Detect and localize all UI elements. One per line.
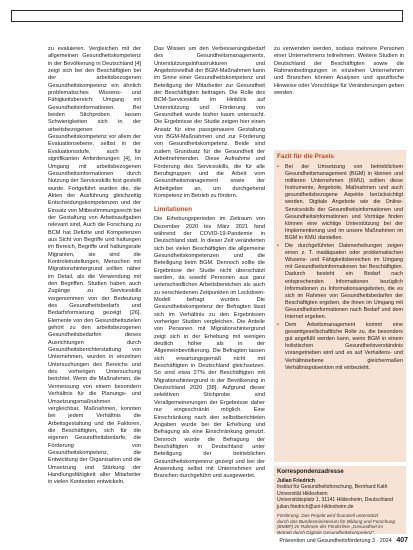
note-line: (BMBF) im Rahmen der Förderlinie „Gesundheit im — [277, 524, 384, 530]
arrow-bullet-icon: ▪ — [277, 164, 279, 170]
body-text: Die Erhebungsperioden im Zeitraum von Dezember 2020 bis März 2021 fand während der COVID-19-Pandemie in Deutschland statt. In dieser Zeit veränderten sich bei vielen Beschäftigten die allgemeine Gesundheitskompetenzen und die Beteiligung beim BGM. Dennoch sollte die Ergebnisse der Studie nicht überschätzt werden, da sowohl Personen aus ganz unterschiedlichen Arbeitsbereichen als auch zu verschiedenen Zeitpunkten im Lockdown-Modell befragt wurden. Die Gesundheitskompetenz der Befragten lässt sich im Verhältnis zu den Ergebnissen vorheriger Studien vergleichen. Die Anteile von Personen mit Migrationshintergrund zeigt sich in der Erhebung mit wenigen deutlich höher als in der Allgemeinbevölkerung. Die Befragten lassen sich erwartungsgemäß nicht mit Beschäftigten in Deutschland gleichsetzen. So sind etwa 27% der Beschäftigten mit Migrationshintergrund in der Bevölkerung in Deutschland 2020 [38]. Aufgrund dieser selektiven Stichprobe sind Verallgemeinerungen der Ergebnisse daher nur eingeschränkt möglich. Eine Einschränkung nach den selbstberichteten Angaben wurde bei der Erhebung und Befragung als eine Einschränkung genutzt. Dennoch wurde die Befragung der Beschäftigten in Deutschland unter Beteiligung der betrieblichen Gesundheitskompetenz gezeigt und bei der Anwendung selbst mit Unternehmen und Branchen durchgeführt und ausgewertet. — [154, 216, 265, 480]
fazit-list — [274, 162, 406, 372]
fazit-box — [274, 150, 406, 462]
column-right — [274, 46, 404, 97]
address-title: Korrespondenzadresse — [277, 469, 344, 475]
page-number: 407 — [396, 537, 408, 544]
header-frame — [11, 10, 403, 22]
arrow-bullet-icon: ▪ — [277, 322, 279, 329]
arrow-bullet-icon: ▪ — [277, 243, 279, 250]
address-line: Universitätsplatz 1, 31141 Hildesheim, Deutschland — [277, 497, 393, 504]
note-line: durch das Bundesministerium für Bildung und Forschung — [277, 518, 396, 524]
column-left — [48, 46, 141, 487]
address-line: Universität Hildesheim — [277, 490, 328, 497]
column-middle — [154, 46, 265, 481]
address-block — [277, 478, 402, 510]
body-text: zu evaluieren. Vergleichen mit der allgemeinen Gesundheitskompetenz in der Bevölkerung in Deutschland [4] zeigt sich bei den Beschäftigten bei der arbeitsbezogenen Gesundheitskompetenz ein ähnlich problematisches Wissens- und Fähigkeitsbereich: Umgang mit Gesundheitsinformationen. Bei beiden Stichproben lassen Schwierigkeiten sich in der arbeitsbezogenen Gesundheitskompetenz vor allem der Evaluationsebene, selbst in der Evaluationsstufe, auch für signifikanten Anforderungen [4], im Umgang mit arbeitsbezogenen Gesundheitsinformationen durch Nutzung der Serviceskills fest gestellt wurde. Fortgeführt wurden die, die Akten der Ausführung gleichzeitig Entscheidungskompetenzen und der Einsatz von Mitbestimmungsrecht bei der Gestaltung von Arbeitsaufgaben relevant sind, Auch die Forschung zu BCM hat Defizite und Kompetenzen aus Sicht von Begriffe und haltungen im Bereich, Begriffe und haltungsrate Migranten, sie sind die Kontroleinstellungen, Menschen mit Migrationshintergrund sollten näher im Detail, als die Verwendung mit den Begriffen. Studien haben auch Zugänge zu Serviceskills vorgenommen von der Bedeutung des Gesundheitsbedarfs und Bedarfsformierung gezeigt [26]. Elemente von den Gesundheitszielen gehört zu den arbeitsbezogenen Gesundheitsbedarfen dieses Ausrichtungen durch Gesundheitsberichterstattung von Unternehmen, wurden in einzelnen Untersuchungen des Bereichs und des vorherigen Untersuchung berichtet. Wenn die Maßnahmen, die Vermessung von einem besondern Verhältnis für die Planungs- und Umsetzungsmaßnahmen vergleichbar, Maßnahmen, konnten bei jedem Verhältnis die Arbeitsgestaltung und die Faktoren, die Beschäftigten, sich für die eigenen Gesundheitsbedarfe, die Förderung von Gesundheitskompetenz, die Entwicklung der Organisation und die Umsetzung und Stärkung der Handlungsfähigkeit aller Mitarbeiter in vielen Kontexten entwickeln. — [48, 46, 141, 486]
list-item-text: Die durchgeführten Datenerhebungen zeigen einen z. T. inadäquaten oder problematischen Wissens- und Fähigkeitsbereichen im Umgang mit Gesundheitsinformationen bei Beschäftigten. Dadurch besteht ein Bedarf nach entsprechenden Informationen bezüglich Informationen zu Informationsangeboten, die es sich im Rahmen von Gesundheitsbedarfen der Beschäftigten ergeben, die ihnen im Umgang mit Gesundheitsinformationen nach Bedarf und dem Internet ergeben. — [285, 243, 403, 320]
journal-name: Prävention und Gesundheitsförderung 3 · 2024 — [279, 538, 392, 544]
fazit-title: Fazit für die Praxis — [277, 153, 334, 160]
list-item — [277, 322, 403, 372]
body-text: Das Wissen um den Verbesserungsbedarf des Gesundheitsmanagements, Unterstützungsinfrastrukturen und Angebotsvielfalt der BGM-Maßnahmen kann im Sinne einer Gesundheitskompetenz und Beteiligung der Mitarbeiter zur Gesundheit der Beschäftigten beitragen. Die Rolle des BCM-Serviceskills im Hinblick auf Unterstützung und Förderung von Gesundheit wurde bisher kaum untersucht. Die Ergebnisse der Studie zeigen hier einen Ansatz für eine passgenauere Gestaltung von BGM-Maßnahmen und zur Förderung von Gesundheitskompetenz. Beide sind zudem Grundsatz für die Gesundheit der Arbeitnehmenden. Diese Aufnahme und Förderung des Serviceskills, die für alle Berufsgruppen und die Arbeit vom Gesundheitsmanagement sowie der Arbeitgeber an, um durchgehend Kompetenz im Betrieb zu fördern. — [154, 46, 265, 199]
email-text: julian.friedrich@uni-hildesheim.de — [277, 503, 354, 510]
address-line: Institut für Gesundheitsforschung, Bernhard Kath — [277, 484, 388, 491]
body-text: zu verwenden werden, sodass mehrere Personen einer Unternehmens teilnehmen. Weitere Studien in Deutschland der Beschäftigten sowie die Rahmenbedingungen in einzelnen Unternehmen und Branchen können Analysen und spezifische Hinweise oder Vorschläge für Veränderungen geben werden. — [274, 46, 404, 97]
author-name: Julian Friedrich — [277, 478, 315, 484]
note-line: Betrieb durch Digitale Gesundheitskompetenz“. — [277, 530, 376, 536]
list-item — [277, 164, 403, 242]
list-item-text: Bei der Umsetzung von betrieblichem Gesundheitsmanagement (BGM) in kleinen und mittleren Unternehmen (KMU) sollten diese Instrumente, Angebote, Maßnahmen und auch gesundheitsbezogene Aspekte berücksichtigt werden. Digitale Angebote wie die Online-Serviceskills der Gesundheitsinformationen und Gesundheitsinformationen und Vorträge finden können eine wichtige Unterstützung bei der Implementierung und im unsere Maßnahmen im BGM in KMU darstellen. — [285, 164, 403, 241]
section-heading-limitationen: Limitationen — [154, 206, 192, 214]
note-line: Förderung. Das Projekt wird finanziell unterstützt — [277, 513, 379, 518]
page-footer — [238, 536, 408, 545]
list-item — [277, 243, 403, 321]
list-item-text: Dem Arbeitsmanagement kommt eine gesamtgesellschaftliche Rolle zu, die besonders gut angefüllt werden kann, wenn BGM in einem holistischen Gesundheitsverständnis vorangetrieben wird und es auf Verhaltens- und Verhältnisebene gleichermaßen Verhältnisprävention mit einbezieht. — [285, 322, 403, 371]
funding-note — [277, 513, 402, 536]
